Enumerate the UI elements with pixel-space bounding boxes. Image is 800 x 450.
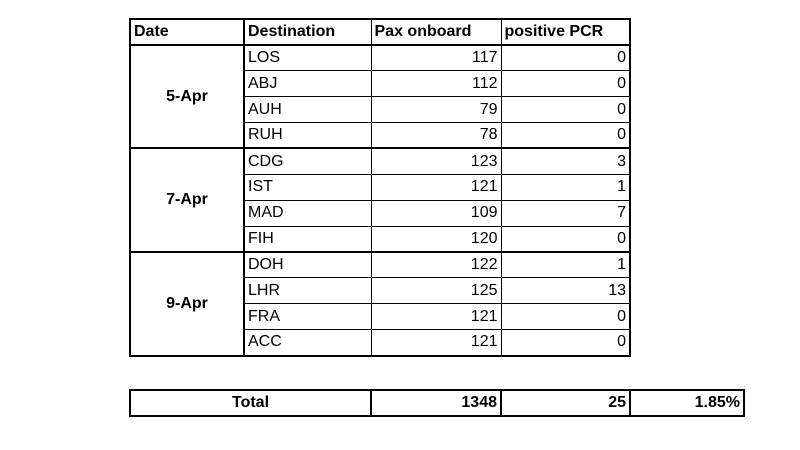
destination-cell: FRA [244, 304, 371, 330]
total-pax: 1348 [371, 390, 501, 416]
header-destination: Destination [244, 19, 371, 45]
table-row [130, 252, 630, 278]
pcr-cell: 3 [501, 148, 630, 174]
destination-cell: FIH [244, 226, 371, 252]
total-label: Total [130, 390, 371, 416]
destination-cell: ABJ [244, 71, 371, 97]
destination-cell: CDG [244, 148, 371, 174]
pax-cell: 109 [371, 200, 501, 226]
date-cell: 5-Apr [130, 45, 244, 149]
pcr-cell: 0 [501, 123, 630, 149]
destination-cell: RUH [244, 123, 371, 149]
destination-cell: ACC [244, 330, 371, 356]
header-date: Date [130, 19, 244, 45]
destination-cell: LOS [244, 45, 371, 71]
pax-cell: 123 [371, 148, 501, 174]
pax-cell: 121 [371, 330, 501, 356]
table-row [130, 45, 630, 71]
header-pax-onboard: Pax onboard [371, 19, 501, 45]
pcr-cell: 0 [501, 97, 630, 123]
total-row [130, 390, 744, 416]
header-positive-pcr: positive PCR [501, 19, 630, 45]
pcr-cell: 1 [501, 252, 630, 278]
pax-cell: 112 [371, 71, 501, 97]
pax-cell: 125 [371, 278, 501, 304]
total-pcr: 25 [501, 390, 630, 416]
destination-cell: AUH [244, 97, 371, 123]
pcr-cell: 1 [501, 174, 630, 200]
pax-cell: 120 [371, 226, 501, 252]
pcr-cell: 0 [501, 45, 630, 71]
pax-cell: 122 [371, 252, 501, 278]
pcr-cell: 0 [501, 71, 630, 97]
pcr-cell: 0 [501, 330, 630, 356]
pax-cell: 121 [371, 174, 501, 200]
header-row [130, 19, 630, 45]
date-cell: 9-Apr [130, 252, 244, 356]
pcr-cell: 13 [501, 278, 630, 304]
table-row [130, 148, 630, 174]
total-rate: 1.85% [630, 390, 744, 416]
destination-cell: MAD [244, 200, 371, 226]
destination-cell: LHR [244, 278, 371, 304]
total-table [129, 389, 745, 417]
pcr-cell: 0 [501, 226, 630, 252]
pax-cell: 79 [371, 97, 501, 123]
flights-table [129, 18, 631, 357]
pcr-cell: 7 [501, 200, 630, 226]
pcr-cell: 0 [501, 304, 630, 330]
date-cell: 7-Apr [130, 148, 244, 252]
pax-cell: 121 [371, 304, 501, 330]
pax-cell: 117 [371, 45, 501, 71]
destination-cell: IST [244, 174, 371, 200]
pax-cell: 78 [371, 123, 501, 149]
destination-cell: DOH [244, 252, 371, 278]
